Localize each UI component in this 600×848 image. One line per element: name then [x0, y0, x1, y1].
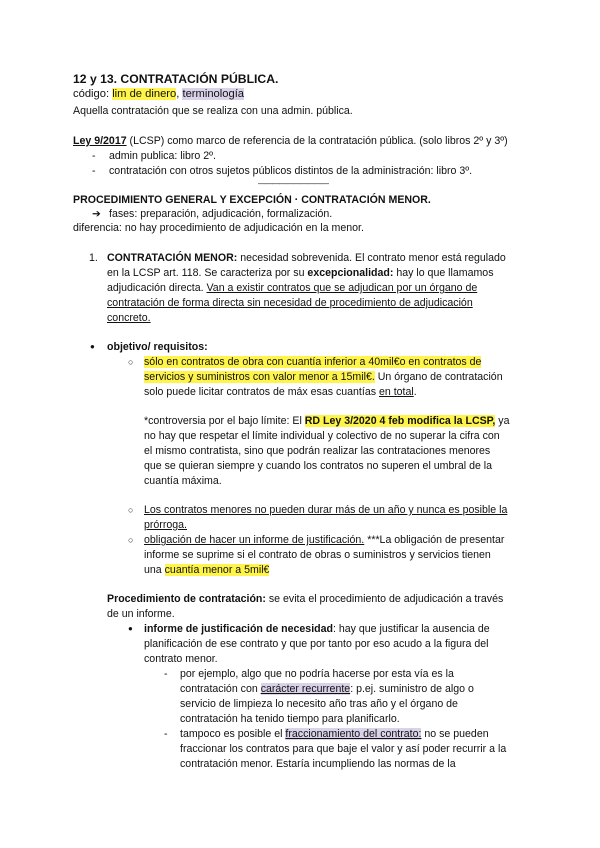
s1-line-5: concreto.: [107, 312, 151, 324]
pc-e-line-3: servicio de limpieza lo necesito año tras año y el órgano de: [180, 698, 458, 710]
s1-bold: excepcionalidad:: [307, 267, 394, 279]
highlight-purple: fraccionamiento del contrato:: [285, 728, 422, 740]
page-title: 12 y 13. CONTRATACIÓN PÚBLICA.: [73, 72, 279, 86]
pc-e-line-1: por ejemplo, algo que no podría hacerse por esta vía es la: [180, 668, 454, 680]
disc-bullet: ●: [128, 624, 133, 633]
divider: ——————————: [258, 179, 328, 188]
pc-e-line-4: contratación ha tenido tiempo para planificarlo.: [180, 713, 400, 725]
dash-marker: -: [92, 165, 96, 177]
pc-text: : hay que justificar la ausencia de: [332, 623, 490, 635]
dash-marker: -: [164, 728, 168, 740]
tag-lim-dinero: lim de dinero: [112, 88, 177, 100]
tag-terminologia: terminología: [182, 88, 245, 100]
pc-text: contratación con: [180, 683, 261, 695]
controversia-line-4: que se quieran siempre y cuando los contratos no superen el umbral de la: [144, 460, 493, 472]
pc-f-line-1: [180, 727, 489, 741]
s1-line-1: [107, 251, 506, 265]
dash-marker: -: [92, 150, 96, 162]
pc-text: no se pueden: [421, 728, 489, 740]
ley-item-2: contratación con otros sujetos públicos distintos de la administración: libro 3º.: [109, 165, 473, 177]
codigo-line: [73, 87, 244, 101]
obj-text: solo puede licitar contratos de máx esas cuantías: [144, 386, 379, 398]
s1-text: en la LCSP art. 118. Se caracteriza por su: [107, 267, 308, 279]
pc-bold: informe de justificación de necesidad: [144, 623, 333, 635]
obj-a-line-2: [144, 370, 503, 384]
pc-f-line-3: contratación menor. Estaría incumpliendo las normas de la: [180, 758, 456, 770]
obj-text: ***La obligación de presentar: [364, 534, 505, 546]
obj-text: ya: [495, 415, 510, 427]
highlight-bold: RD Ley 3/2020 4 feb modifica la LCSP,: [304, 415, 496, 427]
fases-text: fases: preparación, adjudicación, formalización.: [109, 208, 333, 220]
pc-head: Procedimiento de contratación:: [107, 593, 266, 605]
s1-text: necesidad sobrevenida. El contrato menor está regulado: [237, 252, 506, 264]
highlight-text: servicios y suministros con valor menor a 15mil€.: [144, 371, 375, 383]
objetivo-head: objetivo/ requisitos:: [107, 341, 208, 353]
list-number: 1.: [89, 252, 98, 264]
ley-name: Ley 9/2017: [73, 135, 127, 147]
ley-item-1: admin publica: libro 2º.: [109, 150, 216, 162]
s1-underlined: Van a existir contratos que se adjudican por un órgano de: [206, 282, 478, 294]
codigo-label: código:: [73, 88, 110, 100]
pc-i-line-3: contrato menor.: [144, 653, 218, 665]
section-title: PROCEDIMIENTO GENERAL Y EXCEPCIÓN · CONTRATACIÓN MENOR.: [73, 194, 431, 206]
highlight-text: cuantía menor a 5mil€: [164, 564, 270, 576]
s1-head: CONTRATACIÓN MENOR:: [107, 252, 238, 264]
obj-a-line-1: [144, 355, 481, 369]
obj-underlined: en total: [378, 386, 414, 398]
pc-i-line-1: [144, 622, 490, 636]
obj-underlined: obligación de hacer un informe de justificación.: [144, 534, 365, 546]
obj-d-line-1: [144, 533, 504, 547]
pc-i-line-2: planificación de ese contrato y que por tanto por eso acudo a la figura del: [144, 638, 489, 650]
ley-rest: (LCSP) como marco de referencia de la contratación pública. (solo libros 2º y 3º): [126, 135, 508, 147]
obj-a-line-3: [144, 385, 417, 399]
codigo-sep: ,: [176, 88, 180, 100]
controversia-line-5: cuantía máxima.: [144, 475, 222, 487]
obj-d-line-2: informe se suprime si el contrato de obras o suministros y servicios tienen: [144, 549, 491, 561]
circle-bullet: ○: [128, 535, 134, 545]
disc-bullet: ●: [90, 342, 95, 351]
circle-bullet: ○: [128, 505, 134, 515]
s1-line-3: [107, 281, 477, 295]
s1-text: hay lo que llamamos: [393, 267, 494, 279]
obj-b-line-2: prórroga.: [144, 519, 187, 531]
ley-line: [73, 134, 508, 148]
s1-text: adjudicación directa.: [107, 282, 207, 294]
s1-line-2: [107, 266, 494, 280]
obj-text: una: [144, 564, 165, 576]
s1-line-4: contratación de forma directa sin necesidad de procedimiento de adjudicación: [107, 297, 473, 309]
diferencia-text: diferencia: no hay procedimiento de adjudicación en la menor.: [73, 222, 364, 234]
obj-text: Un órgano de contratación: [374, 371, 503, 383]
controversia-line-3: el mismo contratista, sino que podrán realizar las contrataciones menores: [144, 445, 491, 457]
obj-text: .: [413, 386, 417, 398]
pc-line-1: [107, 592, 503, 606]
obj-text: *controversia por el bajo límite: El: [144, 415, 305, 427]
highlight-text: sólo en contratos de obra con cuantía inferior a 40mil€o en contratos de: [144, 356, 482, 368]
dash-marker: -: [164, 668, 168, 680]
pc-line-2: de un informe.: [107, 608, 175, 620]
pc-text: se evita el procedimiento de adjudicación a través: [265, 593, 504, 605]
pc-f-line-2: fraccionar los contratos para que baje el valor y así poder recurrir a la: [180, 743, 507, 755]
highlight-purple: carácter recurrente: [260, 683, 351, 695]
arrow-marker: ➔: [92, 208, 101, 220]
obj-d-line-3: [144, 563, 269, 577]
intro-text: Aquella contratación que se realiza con una admin. pública.: [73, 105, 353, 117]
pc-e-line-2: [180, 682, 474, 696]
controversia-line-2: no hay que respetar el límite individual y colectivo de no superar la cifra con: [144, 430, 500, 442]
circle-bullet: ○: [128, 357, 134, 367]
pc-text: : p.ej. suministro de algo o: [350, 683, 474, 695]
obj-b-line-1: Los contratos menores no pueden durar más de un año y nunca es posible la: [144, 504, 508, 516]
pc-text: tampoco es posible el: [180, 728, 286, 740]
controversia-line-1: [144, 414, 509, 428]
